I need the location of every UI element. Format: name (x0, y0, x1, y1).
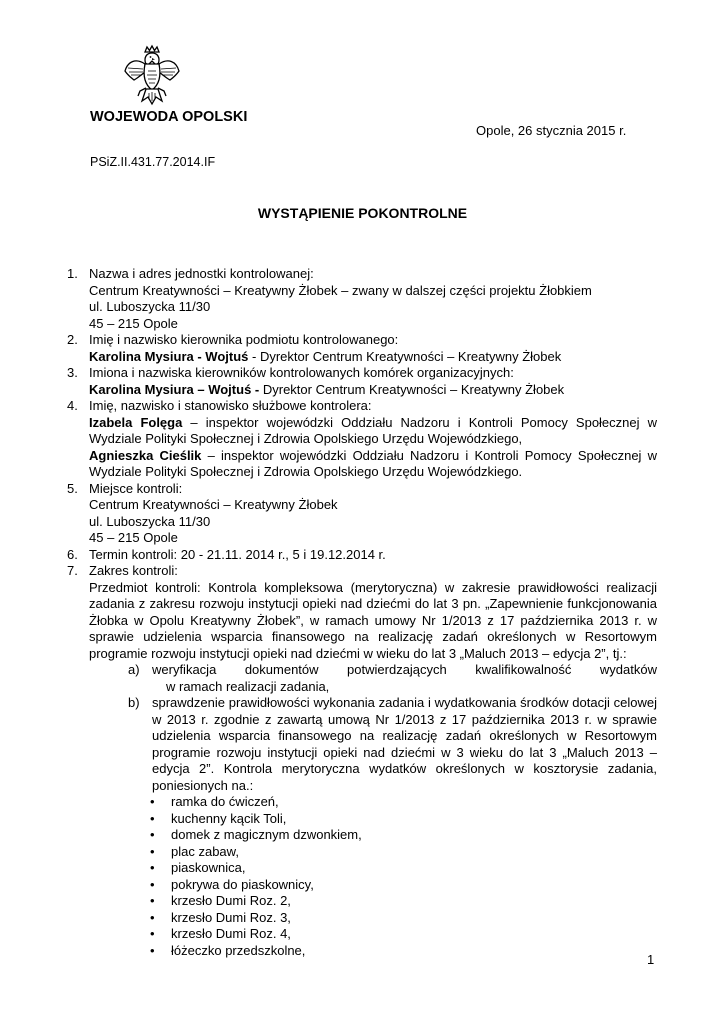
list-item: • łóżeczko przedszkolne, (147, 943, 657, 960)
list-item: • krzesło Dumi Roz. 4, (147, 926, 657, 943)
list-item: • krzesło Dumi Roz. 3, (147, 910, 657, 927)
place-city: 45 – 215 Opole (89, 530, 178, 545)
list-item: • pokrywa do piaskownicy, (147, 877, 657, 894)
section-7 (67, 563, 657, 662)
controller-name: Izabela Folęga (89, 414, 183, 430)
section-number: 7. (67, 563, 78, 578)
scope-item-b (67, 695, 657, 794)
page-number: 1 (647, 952, 655, 967)
manager-line (89, 349, 657, 366)
list-item: • domek z magicznym dzwonkiem, (147, 827, 657, 844)
list-item: • ramka do ćwiczeń, (147, 794, 657, 811)
scope-item-a (67, 662, 657, 695)
place-name: Centrum Kreatywności – Kreatywny Żłobek (89, 497, 338, 512)
section-label: Nazwa i adres jednostki kontrolowanej: (89, 266, 314, 281)
expense-list (67, 794, 657, 959)
unit-street: ul. Luboszycka 11/30 (89, 299, 211, 314)
section-label: Imiona i nazwiska kierowników kontrolowanych komórek organizacyjnych: (89, 365, 514, 380)
manager-line (89, 382, 657, 399)
list-item: • kuchenny kącik Toli, (147, 811, 657, 828)
controller-position: – inspektor wojewódzki Oddziału Nadzoru i Kontroli Pomocy Społecznej w Wydziale Polityki Społecznej i Zdrowia Opolskiego Urzędu Wojewódzkiego, (89, 414, 657, 446)
place-street: ul. Luboszycka 11/30 (89, 513, 211, 529)
controller-name: Agnieszka Cieślik (89, 447, 202, 463)
document-body (67, 266, 657, 959)
document-title: WYSTĄPIENIE POKONTROLNE (257, 205, 468, 221)
reference-number: PSiZ.II.431.77.2014.IF (90, 155, 216, 169)
section-number: 2. (67, 332, 78, 347)
section-label: Imię i nazwisko kierownika podmiotu kontrolowanego: (89, 332, 399, 347)
manager-name: Karolina Mysiura – Wojtuś - (89, 381, 260, 397)
controller-1 (89, 415, 657, 448)
list-item: • plac zabaw, (147, 844, 657, 861)
unit-name: Centrum Kreatywności – Kreatywny Żłobek – zwany w dalszej części projektu Żłobkiem (89, 282, 592, 298)
section-3 (67, 365, 657, 398)
controller-2 (89, 448, 657, 481)
section-1 (67, 266, 657, 332)
item-text: weryfikacja dokumentów potwierdzających kwalifikowalność wydatków (152, 662, 657, 677)
controller-position: – inspektor wojewódzki Oddziału Nadzoru i Kontroli Pomocy Społecznej w Wydziale Polityki Społecznej i Zdrowia Opolskiego Urzędu Wojewódzkiego. (89, 447, 658, 479)
section-label: Miejsce kontroli: (89, 480, 183, 496)
section-number: 1. (67, 266, 78, 281)
manager-name: Karolina Mysiura - Wojtuś (89, 348, 249, 364)
section-6 (67, 547, 657, 564)
section-label: Zakres kontroli: (89, 563, 178, 578)
manager-role: Dyrektor Centrum Kreatywności – Kreatywny Żłobek (259, 381, 565, 397)
place-date: Opole, 26 stycznia 2015 r. (476, 123, 627, 138)
section-number: 5. (67, 480, 78, 496)
section-number: 3. (67, 365, 78, 380)
section-4 (67, 398, 657, 481)
unit-city: 45 – 215 Opole (89, 315, 178, 331)
section-number: 4. (67, 398, 78, 413)
list-item: • krzesło Dumi Roz. 2, (147, 893, 657, 910)
item-letter: a) (128, 662, 140, 677)
section-2 (67, 332, 657, 365)
item-text: sprawdzenie prawidłowości wykonania zadania i wydatkowania środków dotacji celowej w 2013 r. zgodnie z zawartą umową Nr 1/2013 z 17 października 2013 r. w sprawie udzielenia wsparcia finansowego na realizację zadań określonych w Resortowym programie rozwoju instytucji opieki nad dziećmi w 3 wieku do lat 3 „Maluch 2013 – edycja 2”. Kontrola merytoryczna wydatków określonych w kosztorysie zadania, poniesionych na.: (152, 695, 657, 793)
manager-role: - Dyrektor Centrum Kreatywności – Kreatywny Żłobek (248, 348, 562, 364)
item-letter: b) (128, 695, 140, 710)
organization-name: WOJEWODA OPOLSKI (90, 109, 248, 125)
item-text-cont: w ramach realizacji zadania, (166, 678, 330, 694)
section-5 (67, 481, 657, 547)
list-item: • piaskownica, (147, 860, 657, 877)
section-number: 6. (67, 546, 78, 562)
eagle-emblem-icon (121, 44, 183, 106)
section-label: Imię, nazwisko i stanowisko służbowe kontrolera: (89, 398, 372, 413)
control-subject: Przedmiot kontroli: Kontrola kompleksowa (merytoryczna) w zakresie prawidłowości realizacji zadania z zakresu rozwoju instytucji opieki nad dziećmi do lat 3 pn. „Zapewnienie funkcjonowania Żłobka w Opolu Kreatywny Żłobek”, w ramach umowy Nr 1/2013 z 17 października 2013 r. w sprawie udzielenia wsparcia finansowego na realizację zadań określonych w Resortowym programie rozwoju instytucji opieki nad dziećmi w wieku do lat 3 „Maluch 2013 – edycja 2”, tj.: (89, 579, 657, 661)
section-label: Termin kontroli: 20 - 21.11. 2014 r., 5 i 19.12.2014 r. (89, 546, 386, 562)
